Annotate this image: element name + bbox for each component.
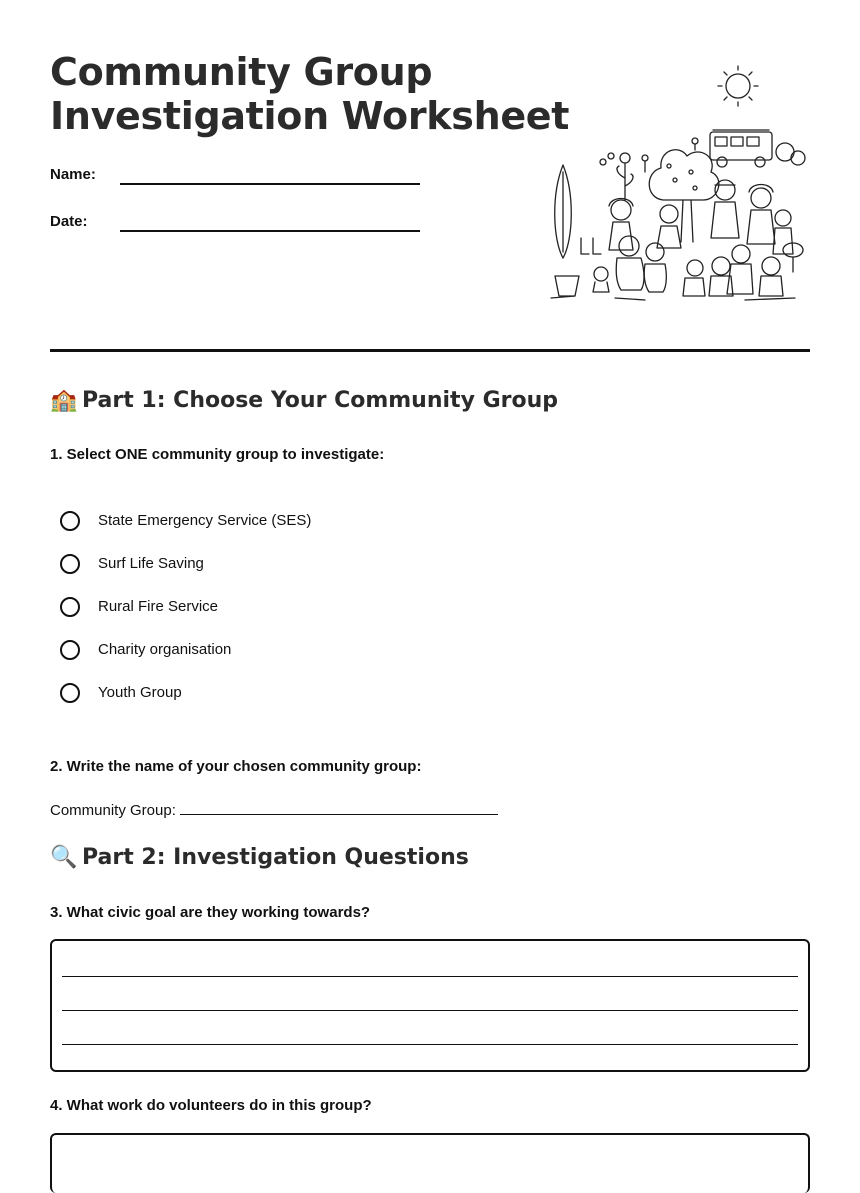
community-group-label: Community Group: [50, 802, 176, 819]
name-input-line[interactable] [120, 183, 420, 185]
date-input-line[interactable] [120, 230, 420, 232]
radio-ses[interactable] [60, 511, 80, 531]
part1-heading-text: Part 1: Choose Your Community Group [82, 388, 558, 413]
community-volunteers-illustration [545, 60, 810, 305]
fire-truck-icon [710, 130, 772, 167]
tree-icon [649, 138, 719, 242]
option-ses[interactable] [60, 508, 460, 551]
answer-line [62, 1044, 798, 1045]
community-group-input-line[interactable] [180, 800, 498, 815]
option-rural-fire-service[interactable] [60, 594, 460, 637]
radio-youth-group[interactable] [60, 683, 80, 703]
option-ses-label: State Emergency Service (SES) [98, 512, 312, 529]
page-title [50, 50, 569, 138]
sun-icon [718, 66, 758, 106]
answer-line [62, 976, 798, 977]
answer-line [62, 1010, 798, 1011]
surfboard-icon [555, 165, 572, 258]
header-divider [50, 349, 810, 352]
option-surf-life-saving-label: Surf Life Saving [98, 555, 204, 572]
question-3-answer-box[interactable] [50, 939, 810, 1072]
question-1: 1. Select ONE community group to investigate: [50, 446, 385, 463]
date-label: Date: [50, 213, 88, 230]
date-field-row [50, 213, 430, 243]
option-rural-fire-service-label: Rural Fire Service [98, 598, 219, 615]
radio-rural-fire-service[interactable] [60, 597, 80, 617]
option-charity-organisation-label: Charity organisation [98, 641, 232, 658]
radio-surf-life-saving[interactable] [60, 554, 80, 574]
name-field-row [50, 166, 430, 196]
people-group [609, 180, 793, 296]
community-group-field [50, 800, 498, 819]
name-label: Name: [50, 166, 96, 183]
community-group-options [60, 508, 460, 723]
radio-charity-organisation[interactable] [60, 640, 80, 660]
question-4: 4. What work do volunteers do in this group? [50, 1097, 372, 1114]
part1-heading [50, 388, 558, 413]
title-line-1: Community Group [50, 50, 433, 94]
part2-heading-text: Part 2: Investigation Questions [82, 845, 469, 870]
school-icon: 🏫 [50, 388, 78, 413]
flowers-icon [600, 153, 648, 200]
part2-heading [50, 845, 469, 870]
option-youth-group-label: Youth Group [98, 684, 182, 701]
magnifier-icon: 🔍 [50, 845, 78, 870]
title-line-2: Investigation Worksheet [50, 94, 570, 138]
question-2: 2. Write the name of your chosen community group: [50, 758, 422, 775]
question-3: 3. What civic goal are they working towards? [50, 904, 371, 921]
option-surf-life-saving[interactable] [60, 551, 460, 594]
option-youth-group[interactable] [60, 680, 460, 723]
option-charity-organisation[interactable] [60, 637, 460, 680]
question-4-answer-box[interactable] [50, 1133, 810, 1193]
